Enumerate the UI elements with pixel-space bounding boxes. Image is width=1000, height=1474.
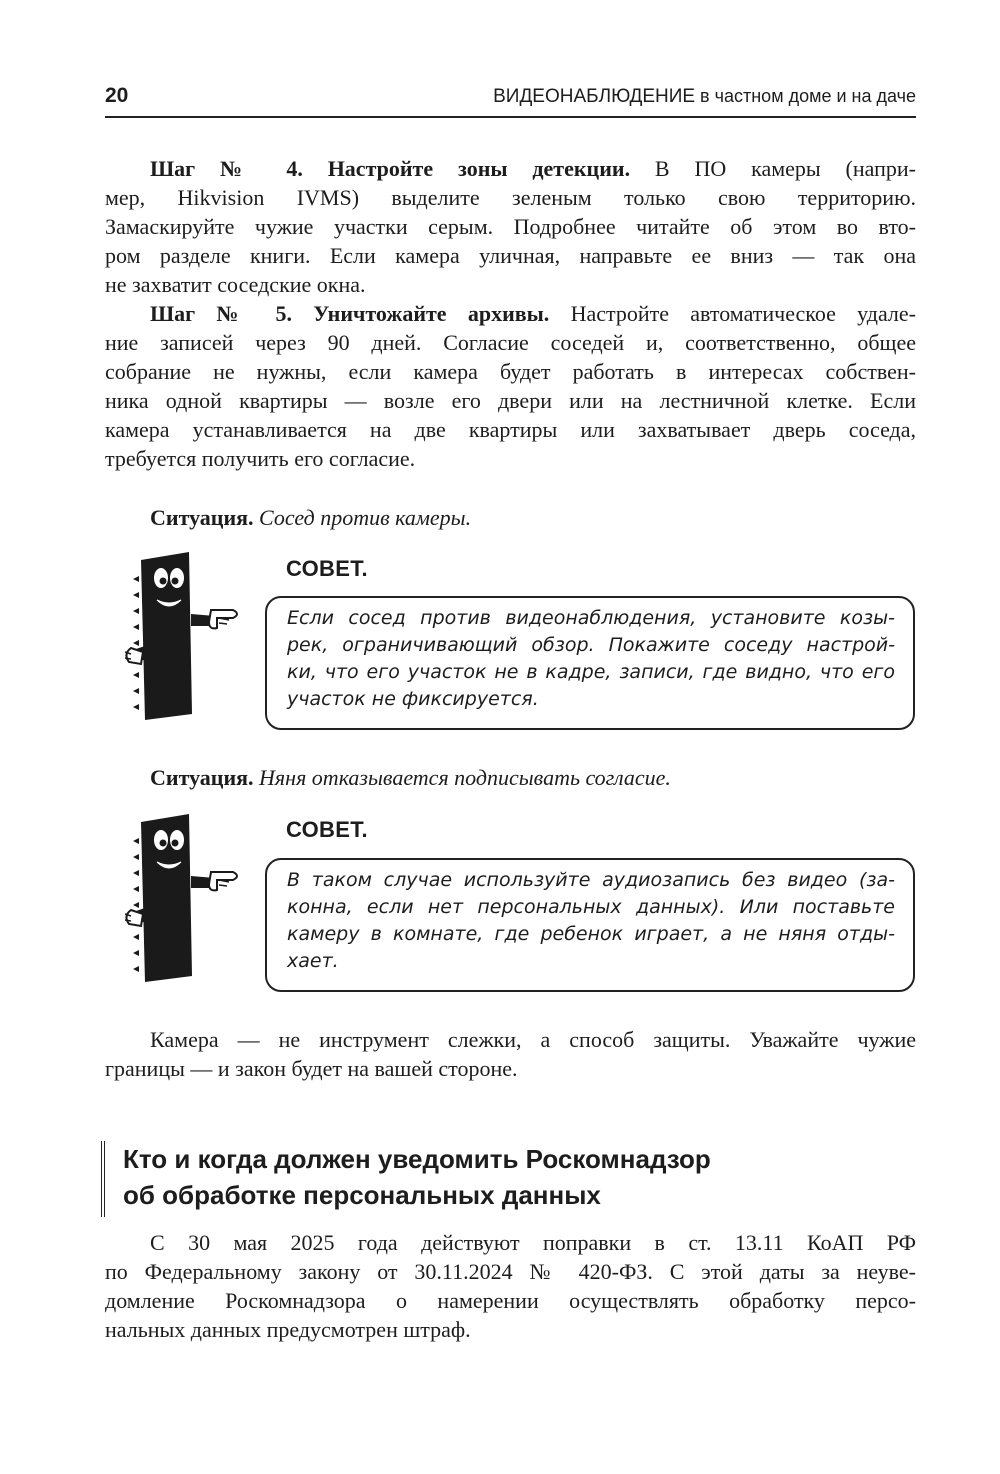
law-paragraph (105, 1228, 916, 1344)
step4-line-3: Замаскируйте чужие участки серым. Подробнее читайте об этом во вто- (105, 214, 916, 239)
law-line-2: по Федеральному закону от 30.11.2024 № 420-ФЗ. С этой даты за неуве- (105, 1259, 916, 1284)
running-title-rest: в частном доме и на даче (695, 86, 916, 106)
section-heading-line-1: Кто и когда должен уведомить Роскомнадзор (123, 1144, 711, 1174)
tip-2-line-2: конна, если нет персональных данных). Или поставьте (287, 896, 895, 918)
step5-line-6: требуется получить его согласие. (105, 446, 416, 471)
section-heading (101, 1141, 916, 1217)
running-title (493, 86, 916, 108)
page-number: 20 (105, 84, 129, 107)
step4-line-4: ром разделе книги. Если камера уличная, направьте ее вниз — так она (105, 243, 916, 268)
closing-line-1: Камера — не инструмент слежки, а способ защиты. Уважайте чужие (150, 1027, 916, 1052)
situation-1-label: Ситуация. (150, 505, 254, 530)
tip-1-box (265, 596, 915, 730)
step4-line-1: Шаг № 4. Настройте зоны детекции. В ПО камеры (напри- (150, 156, 916, 181)
running-title-main: ВИДЕОНАБЛЮДЕНИЕ (493, 86, 696, 107)
step5-line-3: собрание не нужны, если камера будет работать в интересах собствен- (105, 359, 916, 384)
law-line-1: С 30 мая 2025 года действуют поправки в ст. 13.11 КоАП РФ (150, 1230, 916, 1255)
step4-paragraph (105, 154, 916, 299)
situation-1-text: Сосед против камеры. (253, 505, 472, 530)
step5-line-4: ника одной квартиры — возле его двери или на лестничной клетке. Если (105, 388, 916, 413)
step5-lead: Шаг № 5. Уничтожайте архивы. (150, 301, 550, 326)
situation-2-label: Ситуация. (150, 765, 254, 790)
closing-paragraph (105, 1025, 916, 1083)
tip-1-line-4: участок не фиксируется. (287, 688, 539, 710)
tip-1-line-2: рек, ограничивающий обзор. Покажите соседу настрой- (287, 634, 895, 656)
step4-line-5: не захватит соседские окна. (105, 272, 366, 297)
step5-paragraph (105, 299, 916, 473)
tip-1-label: СОВЕТ. (286, 556, 368, 581)
law-line-4: нальных данных предусмотрен штраф. (105, 1317, 471, 1342)
situation-2 (150, 763, 671, 792)
book-mascot-pointing-icon (125, 810, 250, 985)
book-mascot-pointing-icon (125, 548, 250, 723)
step5-line-2: ние записей через 90 дней. Согласие соседей и, соответственно, общее (105, 330, 916, 355)
tip-2-label: СОВЕТ. (286, 817, 368, 842)
step5-line-5: камера устанавливается на две квартиры или захватывает дверь соседа, (105, 417, 916, 442)
tip-2-box (265, 858, 915, 992)
step5-line-1: Шаг № 5. Уничтожайте архивы. Настройте автоматическое удале- (150, 301, 916, 326)
situation-1 (150, 503, 471, 532)
section-heading-line-2: об обработке персональных данных (123, 1180, 601, 1210)
closing-line-2: границы — и закон будет на вашей стороне. (105, 1056, 518, 1081)
tip-1-line-1: Если сосед против видеонаблюдения, установите козы- (287, 607, 895, 629)
step4-lead: Шаг № 4. Настройте зоны детекции. (150, 156, 631, 181)
tip-1-line-3: ки, что его участок не в кадре, записи, где видно, что его (287, 661, 895, 683)
tip-2-line-1: В таком случае используйте аудиозапись без видео (за- (287, 869, 895, 891)
step4-line-2: мер, Hikvision IVMS) выделите зеленым только свою территорию. (105, 185, 916, 210)
situation-2-text: Няня отказывается подписывать согласие. (253, 765, 671, 790)
tip-2-line-4: хает. (287, 950, 339, 972)
tip-2-line-3: камеру в комнате, где ребенок играет, а не няня отды- (287, 923, 895, 945)
law-line-3: домление Роскомнадзора о намерении осуществлять обработку персо- (105, 1288, 916, 1313)
page-header (105, 80, 916, 118)
